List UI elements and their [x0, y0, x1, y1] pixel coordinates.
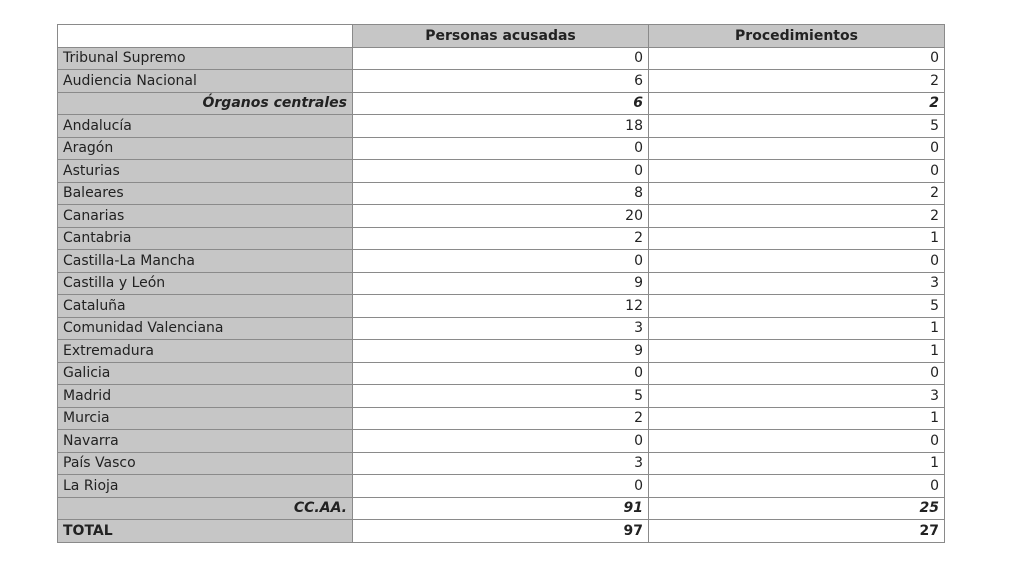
table-row	[58, 475, 945, 498]
personas-acusadas-value: 8	[353, 182, 649, 205]
personas-acusadas-value: 3	[353, 452, 649, 475]
personas-acusadas-value: 0	[353, 137, 649, 160]
table-row	[58, 115, 945, 138]
procedimientos-value: 27	[649, 520, 945, 543]
personas-acusadas-value: 20	[353, 205, 649, 228]
personas-acusadas-value: 0	[353, 475, 649, 498]
personas-acusadas-value: 12	[353, 295, 649, 318]
procedimientos-value: 1	[649, 340, 945, 363]
row-label: Órganos centrales	[58, 92, 353, 115]
data-table	[57, 24, 945, 543]
table-row	[58, 452, 945, 475]
table-row	[58, 137, 945, 160]
table-row	[58, 407, 945, 430]
table-row	[58, 317, 945, 340]
procedimientos-value: 0	[649, 475, 945, 498]
table-row	[58, 295, 945, 318]
personas-acusadas-value: 5	[353, 385, 649, 408]
row-label: Tribunal Supremo	[58, 47, 353, 70]
row-label: Asturias	[58, 160, 353, 183]
table-row	[58, 160, 945, 183]
header-procedimientos: Procedimientos	[649, 25, 945, 48]
personas-acusadas-value: 6	[353, 92, 649, 115]
row-label: Comunidad Valenciana	[58, 317, 353, 340]
procedimientos-value: 0	[649, 137, 945, 160]
procedimientos-value: 0	[649, 430, 945, 453]
table-row	[58, 182, 945, 205]
procedimientos-value: 2	[649, 182, 945, 205]
header-corner-cell	[58, 25, 353, 48]
total-row	[58, 520, 945, 543]
subtotal-row	[58, 92, 945, 115]
procedimientos-value: 5	[649, 295, 945, 318]
table-row	[58, 362, 945, 385]
personas-acusadas-value: 9	[353, 340, 649, 363]
personas-acusadas-value: 0	[353, 160, 649, 183]
row-label: Canarias	[58, 205, 353, 228]
row-label: Navarra	[58, 430, 353, 453]
subtotal-row	[58, 497, 945, 520]
table-row	[58, 227, 945, 250]
procedimientos-value: 1	[649, 227, 945, 250]
procedimientos-value: 2	[649, 205, 945, 228]
procedimientos-value: 1	[649, 452, 945, 475]
personas-acusadas-value: 97	[353, 520, 649, 543]
procedimientos-value: 0	[649, 362, 945, 385]
table-row	[58, 340, 945, 363]
personas-acusadas-value: 2	[353, 227, 649, 250]
row-label: Baleares	[58, 182, 353, 205]
row-label: Castilla-La Mancha	[58, 250, 353, 273]
table-body	[58, 47, 945, 542]
row-label: Castilla y León	[58, 272, 353, 295]
personas-acusadas-value: 0	[353, 362, 649, 385]
procedimientos-value: 3	[649, 272, 945, 295]
header-personas-acusadas: Personas acusadas	[353, 25, 649, 48]
personas-acusadas-value: 2	[353, 407, 649, 430]
table-row	[58, 250, 945, 273]
personas-acusadas-value: 3	[353, 317, 649, 340]
table-row	[58, 430, 945, 453]
row-label: La Rioja	[58, 475, 353, 498]
row-label: Extremadura	[58, 340, 353, 363]
row-label: Andalucía	[58, 115, 353, 138]
personas-acusadas-value: 6	[353, 70, 649, 93]
procedimientos-value: 2	[649, 92, 945, 115]
procedimientos-value: 1	[649, 317, 945, 340]
procedimientos-value: 2	[649, 70, 945, 93]
row-label: Murcia	[58, 407, 353, 430]
personas-acusadas-value: 0	[353, 250, 649, 273]
procedimientos-value: 25	[649, 497, 945, 520]
row-label: Cataluña	[58, 295, 353, 318]
personas-acusadas-value: 18	[353, 115, 649, 138]
row-label: CC.AA.	[58, 497, 353, 520]
procedimientos-value: 0	[649, 47, 945, 70]
personas-acusadas-value: 9	[353, 272, 649, 295]
personas-acusadas-value: 0	[353, 47, 649, 70]
row-label: Audiencia Nacional	[58, 70, 353, 93]
procedimientos-value: 0	[649, 250, 945, 273]
procedimientos-value: 3	[649, 385, 945, 408]
table-row	[58, 205, 945, 228]
row-label: TOTAL	[58, 520, 353, 543]
personas-acusadas-value: 91	[353, 497, 649, 520]
personas-acusadas-value: 0	[353, 430, 649, 453]
procedimientos-value: 5	[649, 115, 945, 138]
header-row	[58, 25, 945, 48]
procedimientos-value: 1	[649, 407, 945, 430]
row-label: Galicia	[58, 362, 353, 385]
row-label: País Vasco	[58, 452, 353, 475]
row-label: Aragón	[58, 137, 353, 160]
procedimientos-value: 0	[649, 160, 945, 183]
row-label: Madrid	[58, 385, 353, 408]
table-row	[58, 385, 945, 408]
table-row	[58, 47, 945, 70]
table-row	[58, 272, 945, 295]
table-row	[58, 70, 945, 93]
row-label: Cantabria	[58, 227, 353, 250]
